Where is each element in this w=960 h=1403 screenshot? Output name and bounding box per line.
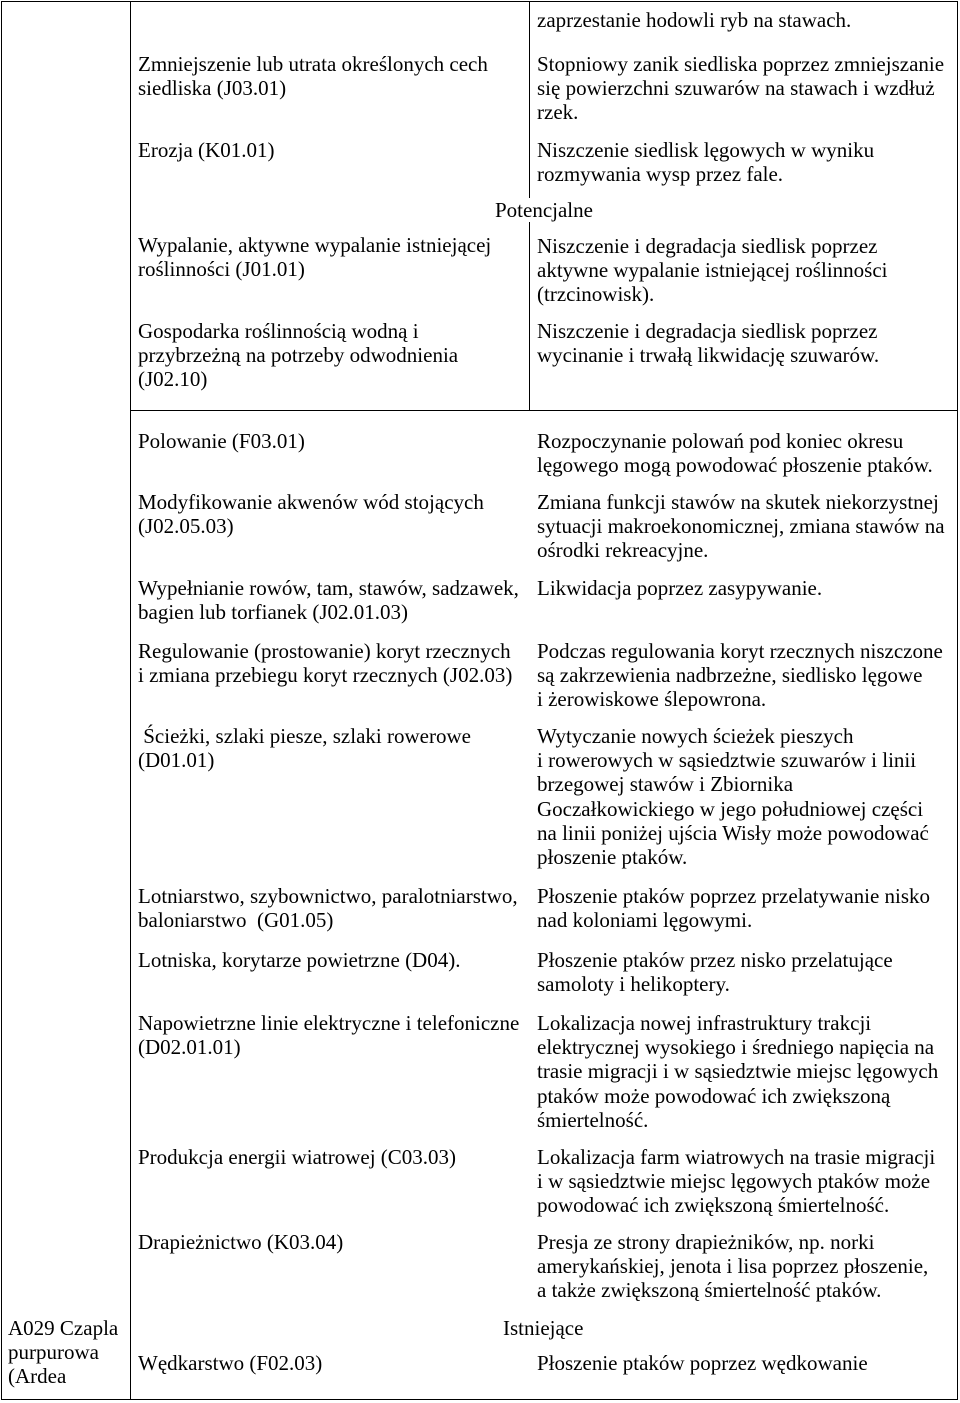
text-line: i w sąsiedztwie miejsc lęgowych ptaków może xyxy=(537,1169,931,1194)
description-cell xyxy=(537,1351,868,1375)
species-cell xyxy=(8,1316,118,1389)
text-line: Lokalizacja nowej infrastruktury trakcji xyxy=(537,1011,872,1035)
text-line: Goczałkowickiego w jego południowej części xyxy=(537,796,924,821)
threat-cell xyxy=(138,948,460,972)
text-line: są zakrzewienia nadbrzeżne, siedlisko lęgowe xyxy=(537,663,923,688)
text-line: Erozja (K01.01) xyxy=(138,138,275,162)
text-line: Rozpoczynanie polowań pod koniec okresu xyxy=(537,429,904,453)
text-line: elektrycznej wysokiego i średniego napięcia na xyxy=(537,1035,935,1060)
text-line: samoloty i helikoptery. xyxy=(537,972,730,997)
text-line: rozmywania wysp przez fale. xyxy=(537,162,784,187)
text-line: A029 Czapla xyxy=(8,1316,119,1340)
text-line: (D02.01.01) xyxy=(138,1035,241,1060)
text-line: (J02.10) xyxy=(138,367,208,392)
description-cell xyxy=(537,319,879,367)
text-line: Niszczenie i degradacja siedlisk poprzez xyxy=(537,234,878,258)
text-line: Niszczenie siedlisk lęgowych w wyniku xyxy=(537,138,875,162)
threat-cell xyxy=(138,429,305,453)
text-line: Napowietrzne linie elektryczne i telefoniczne xyxy=(138,1011,520,1035)
text-line: Polowanie (F03.01) xyxy=(138,429,305,453)
threat-cell xyxy=(138,1230,343,1254)
text-line: Stopniowy zanik siedliska poprzez zmniejszanie xyxy=(537,52,945,76)
text-line: Zmniejszenie lub utrata określonych cech xyxy=(138,52,488,76)
threat-cell xyxy=(138,724,471,772)
description-cell xyxy=(537,490,945,563)
text-line: Ścieżki, szlaki piesze, szlaki rowerowe xyxy=(138,724,471,748)
text-line: sytuacji makroekonomicznej, zmiana stawów na xyxy=(537,514,945,539)
description-cell-carryover xyxy=(537,8,851,32)
text-line: Modyfikowanie akwenów wód stojących xyxy=(138,490,484,514)
text-line: Presja ze strony drapieżników, np. norki xyxy=(537,1230,875,1254)
text-line: Regulowanie (prostowanie) koryt rzecznych xyxy=(138,639,511,663)
text-line: (Ardea xyxy=(8,1364,67,1389)
text-line: Płoszenie ptaków poprzez wędkowanie xyxy=(537,1351,868,1375)
text-line: brzegowej stawów i Zbiornika xyxy=(537,772,794,797)
threat-cell xyxy=(138,576,519,624)
text-line: Gospodarka roślinnością wodną i xyxy=(138,319,419,343)
text-line: Wytyczanie nowych ścieżek pieszych xyxy=(537,724,854,748)
text-line: wycinanie i trwałą likwidację szuwarów. xyxy=(537,343,880,368)
text-line: Zmiana funkcji stawów na skutek niekorzystnej xyxy=(537,490,939,514)
description-cell xyxy=(537,1145,935,1218)
text-line: trasie migracji i w sąsiedztwie miejsc lęgowych xyxy=(537,1059,939,1084)
text-line: Drapieżnictwo (K03.04) xyxy=(138,1230,344,1254)
text-line: na linii poniżej ujścia Wisły może powodować xyxy=(537,820,929,845)
threat-cell xyxy=(138,1351,322,1375)
text-line: amerykańskiej, jenota i lisa poprzez płoszenie, xyxy=(537,1254,929,1279)
text-line: śmiertelność. xyxy=(537,1107,649,1132)
text-line: (trzcinowisk). xyxy=(537,282,655,307)
text-line: lęgowego mogą powodować płoszenie ptaków. xyxy=(537,453,933,478)
text-line: Lotniarstwo, szybownictwo, paralotniarstwo, xyxy=(138,884,518,908)
threat-cell xyxy=(138,319,458,392)
description-cell xyxy=(537,724,929,869)
text-line: purpurowa xyxy=(8,1340,99,1365)
text-line: ptaków może powodować ich zwiększoną xyxy=(537,1083,891,1108)
description-cell xyxy=(537,429,933,477)
description-cell xyxy=(537,52,944,125)
text-line: siedliska (J03.01) xyxy=(138,76,287,101)
text-line: roślinności (J01.01) xyxy=(138,257,305,282)
text-line: rzek. xyxy=(537,100,579,125)
threat-cell xyxy=(138,233,491,281)
threat-cell xyxy=(138,52,488,100)
text-line: aktywne wypalanie istniejącej roślinności xyxy=(537,258,888,283)
species-column-divider xyxy=(130,1,131,1400)
description-cell xyxy=(537,576,822,600)
text-line: Lokalizacja farm wiatrowych na trasie migracji xyxy=(537,1145,936,1169)
threat-cell xyxy=(138,1011,519,1059)
text-line: Wędkarstwo (F02.03) xyxy=(138,1351,323,1375)
text-line: Produkcja energii wiatrowej (C03.03) xyxy=(138,1145,457,1169)
text-line: zaprzestanie hodowli ryb na stawach. xyxy=(537,8,852,32)
text-line: nad koloniami lęgowymi. xyxy=(537,908,753,933)
threat-cell xyxy=(138,138,274,162)
row-group-divider xyxy=(130,410,958,411)
text-line: bagien lub torfianek (J02.01.03) xyxy=(138,600,409,625)
text-line: powodować ich zwiększoną śmiertelność. xyxy=(537,1193,890,1218)
description-cell xyxy=(537,1230,928,1303)
text-line: płoszenie ptaków. xyxy=(537,845,688,870)
text-line: Płoszenie ptaków przez nisko przelatujące xyxy=(537,948,893,972)
description-cell xyxy=(537,138,874,186)
description-cell xyxy=(537,1011,938,1132)
description-cell xyxy=(537,884,930,932)
text-line: i rowerowych w sąsiedztwie szuwarów i linii xyxy=(537,748,917,773)
text-line: ośrodki rekreacyjne. xyxy=(537,538,709,563)
threat-cell xyxy=(138,884,518,932)
threat-cell xyxy=(138,490,484,538)
text-line: (J02.05.03) xyxy=(138,514,234,539)
text-line: Lotniska, korytarze powietrzne (D04). xyxy=(138,948,461,972)
text-line: Niszczenie i degradacja siedlisk poprzez xyxy=(537,319,878,343)
text-line: się powierzchni szuwarów na stawach i wzdłuż xyxy=(537,76,935,101)
group-label-existing: Istniejące xyxy=(503,1316,584,1340)
text-line: Płoszenie ptaków poprzez przelatywanie nisko xyxy=(537,884,931,908)
group-label-potential: Potencjalne xyxy=(495,198,593,222)
threat-cell xyxy=(138,1145,456,1169)
text-line: i zmiana przebiegu koryt rzecznych (J02.03) xyxy=(138,663,513,688)
text-line: a także zwiększoną śmiertelność ptaków. xyxy=(537,1278,882,1303)
threat-cell xyxy=(138,639,512,687)
text-line: (D01.01) xyxy=(138,748,215,773)
text-line: przybrzeżną na potrzeby odwodnienia xyxy=(138,343,459,368)
description-cell xyxy=(537,948,893,996)
text-line: baloniarstwo (G01.05) xyxy=(138,908,334,933)
text-line: i żerowiskowe ślepowrona. xyxy=(537,687,767,712)
text-line: Podczas regulowania koryt rzecznych niszczone xyxy=(537,639,943,663)
text-line: Wypełnianie rowów, tam, stawów, sadzawek, xyxy=(138,576,519,600)
text-line: Likwidacja poprzez zasypywanie. xyxy=(537,576,823,600)
text-line: Wypalanie, aktywne wypalanie istniejącej xyxy=(138,233,492,257)
description-cell xyxy=(537,639,943,712)
description-cell xyxy=(537,234,887,307)
